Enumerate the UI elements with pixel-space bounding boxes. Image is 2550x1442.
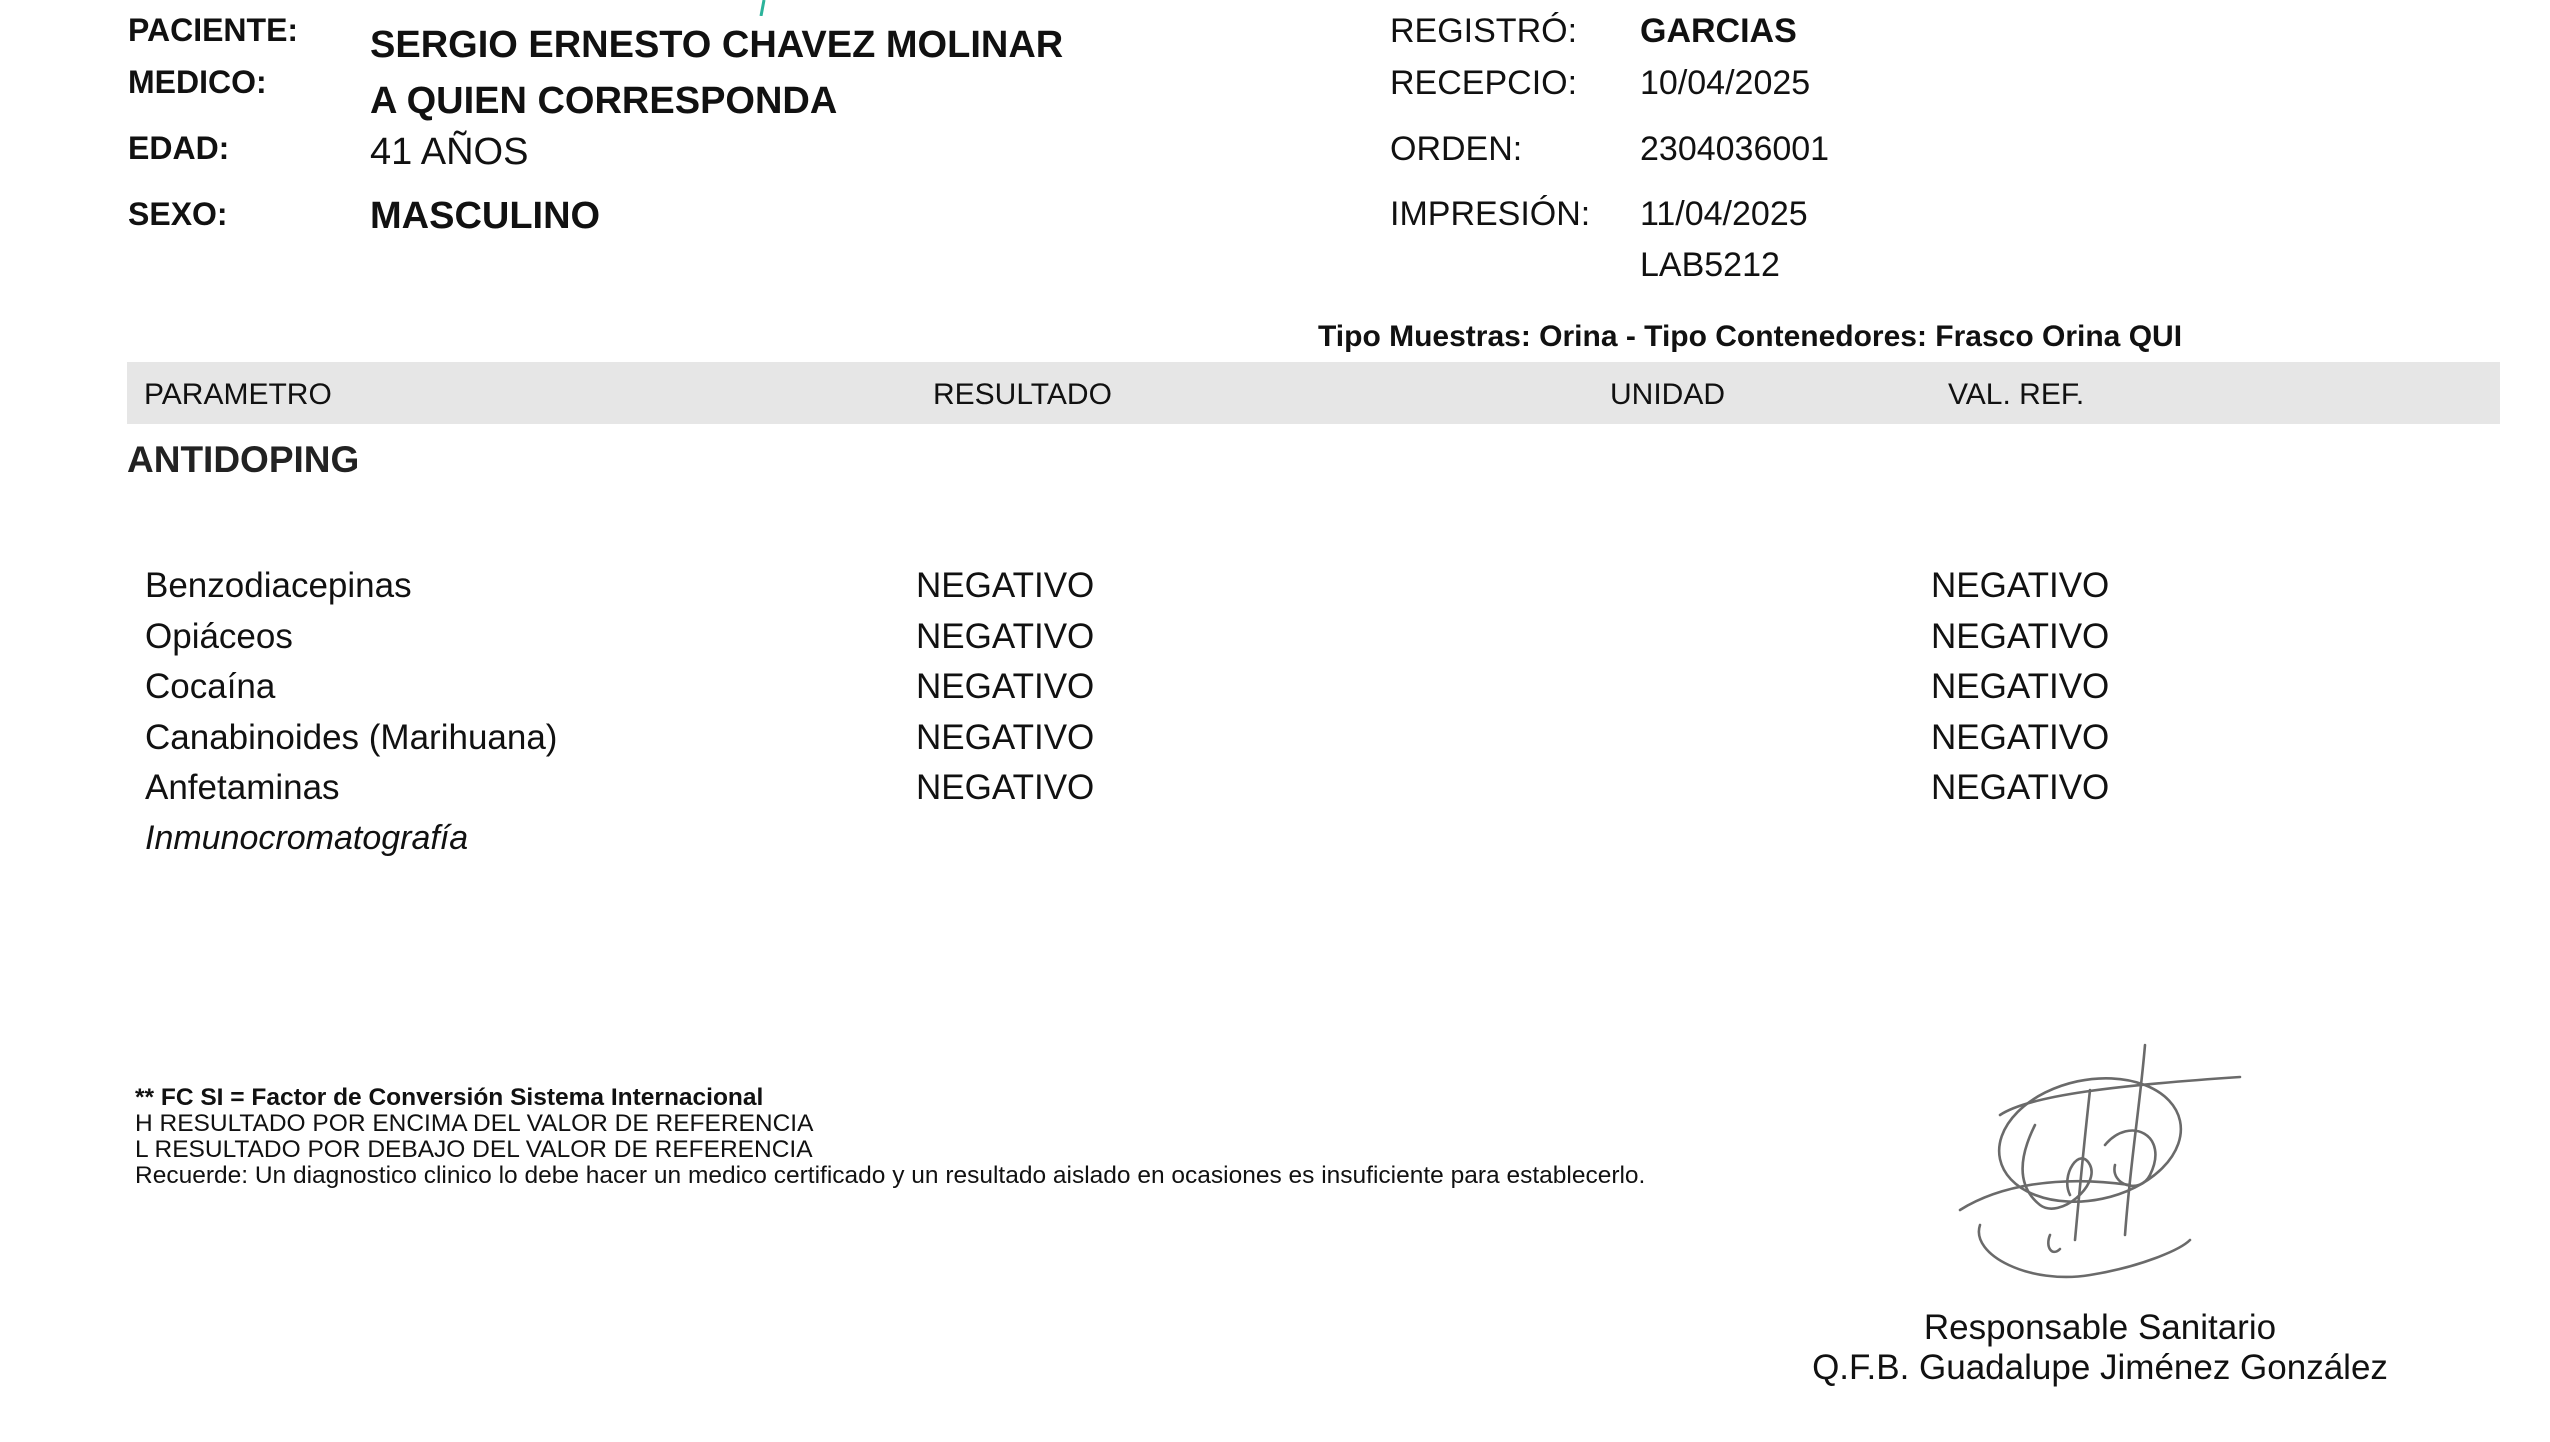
row-parametro: Opiáceos [145,617,293,656]
paciente-label: PACIENTE: [128,12,299,48]
signature-role: Responsable Sanitario [1923,1308,2277,1347]
sexo-value: MASCULINO [370,195,601,237]
paciente-value: SERGIO ERNESTO CHAVEZ MOLINAR [370,24,1064,66]
row-parametro: Canabinoides (Marihuana) [145,718,558,757]
row-val-ref: NEGATIVO [1931,718,2110,757]
sexo-label: SEXO: [128,196,228,232]
row-resultado: NEGATIVO [916,617,1095,656]
row-parametro: Anfetaminas [145,768,340,807]
header-val-ref: VAL. REF. [1948,378,2085,411]
orden-value: 2304036001 [1640,130,1830,168]
registro-value: GARCIAS [1640,12,1797,50]
footnote-fc-si: ** FC SI = Factor de Conversión Sistema Internacional [135,1084,764,1111]
row-resultado: NEGATIVO [916,566,1095,605]
header-unidad: UNIDAD [1610,378,1726,411]
row-resultado: NEGATIVO [916,667,1095,706]
header-resultado: RESULTADO [933,378,1112,411]
orden-label: ORDEN: [1390,130,1523,168]
logo-fragment [758,0,766,16]
footnote-h: H RESULTADO POR ENCIMA DEL VALOR DE REFERENCIA [135,1110,814,1137]
signature-image [1940,1035,2260,1295]
row-val-ref: NEGATIVO [1931,566,2110,605]
recepcio-label: RECEPCIO: [1390,64,1578,102]
impresion-value: 11/04/2025 [1640,195,1808,233]
footnote-l: L RESULTADO POR DEBAJO DEL VALOR DE REFERENCIA [135,1136,813,1163]
sample-info: Tipo Muestras: Orina - Tipo Contenedores: Frasco Orina QUI [1318,320,2183,353]
medico-value: A QUIEN CORRESPONDA [370,80,838,122]
lab-code: LAB5212 [1640,246,1780,284]
impresion-label: IMPRESIÓN: [1390,195,1591,233]
edad-label: EDAD: [128,130,230,166]
edad-value: 41 AÑOS [370,131,529,173]
method-note: Inmunocromatografía [145,819,469,857]
footnote-recuerde: Recuerde: Un diagnostico clinico lo debe hacer un medico certificado y un resultado aislado en ocasiones es insuficiente para establecerlo. [135,1162,1646,1189]
table-header [127,362,2500,424]
recepcio-value: 10/04/2025 [1640,64,1811,102]
row-resultado: NEGATIVO [916,718,1095,757]
section-title: ANTIDOPING [127,439,360,480]
row-parametro: Cocaína [145,667,276,706]
signature-name: Q.F.B. Guadalupe Jiménez González [1812,1348,2388,1387]
header-parametro: PARAMETRO [144,378,332,411]
row-parametro: Benzodiacepinas [145,566,412,605]
medico-label: MEDICO: [128,64,267,100]
row-val-ref: NEGATIVO [1931,667,2110,706]
registro-label: REGISTRÓ: [1390,12,1578,50]
row-val-ref: NEGATIVO [1931,768,2110,807]
row-val-ref: NEGATIVO [1931,617,2110,656]
row-resultado: NEGATIVO [916,768,1095,807]
